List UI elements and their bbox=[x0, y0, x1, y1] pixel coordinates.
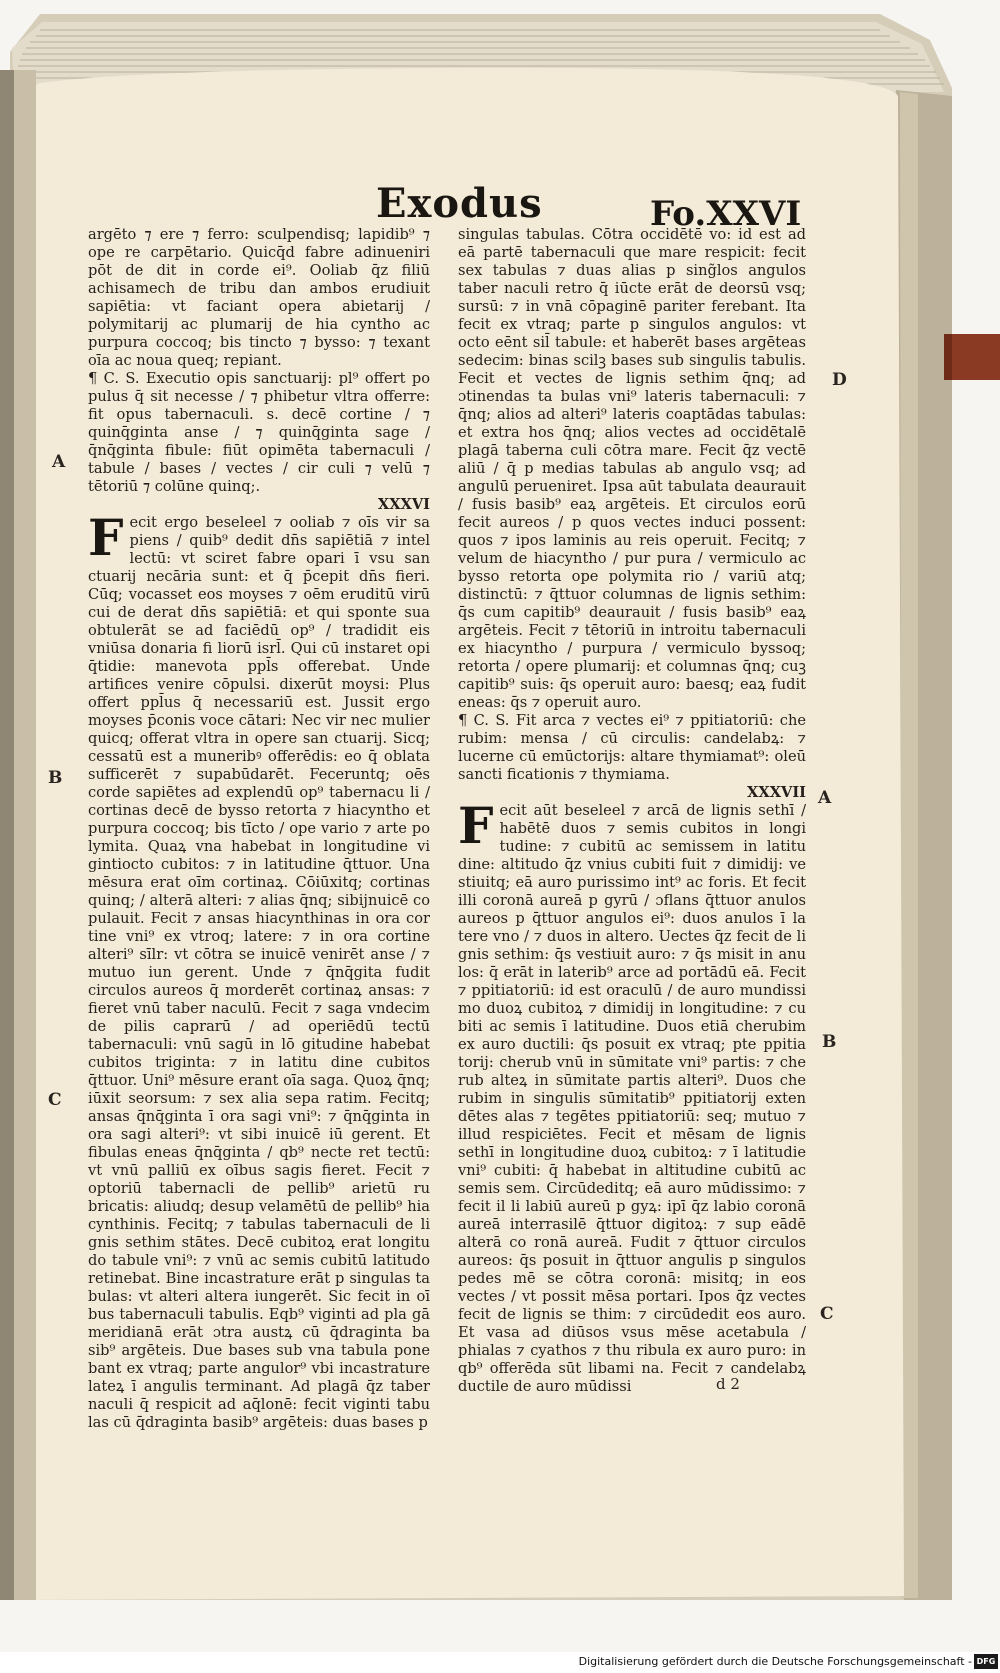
margin-letter-c-right: C bbox=[820, 1304, 834, 1324]
right-paragraph-2-text: ecit aūt beseleel ⁊ arcā de lignis sethī / habētē duos ⁊ semis cubitos in longi tudine: ⁊ cubitū ac semissem in latitu dine: altitudo q̄z vnius cubiti fuit ⁊ dimidij: ve stiuitq; eā auro purissimo int⁹ ac foris. Et fecit illi coronā aureā p gyrū / ɔflans q̄ttuor anulos aureos p q̄ttuor angulos ei⁹: duos anulos ī la tere vno / ⁊ duos in altero. Uectes q̄z fecit de li gnis sethim: q̄s vestiuit auro: ⁊ q̄s misit in anu los: q̄ erāt in laterib⁹ arce ad portādū eā. Fecit ⁊ ppitiatoriū: id est oraculū / de auro mundissi mo duoꝝ cubitoꝝ ⁊ dimidij in longitudine: ⁊ cu biti ac semis ī latitudine. Duos etiā cherubim ex auro ductili: q̄s posuit ex vtraq; pte ppitia torij: cherub vnū in sūmitate vni⁹ partis: ⁊ che rub alteꝝ in sūmitate partis alteri⁹. Duos che rubim in singulis sūmitatib⁹ ppitiatorij exten dētes alas ⁊ tegētes ppitiatoriū: seq; mutuo ⁊ illud respiciētes. Fecit et mēsam de lignis sethī in longitudine duoꝝ cubitoꝝ: ⁊ ī latitudie vni⁹ cubiti: q̄ habebat in altitudine cubitū ac semis sem. Circūdeditq; eā auro mūdissimo: ⁊ fecit il li labiū aureū p gyꝝ: ipī q̄z labio coronā aureā interrasilē q̄ttuor digitoꝝ: ⁊ sup eādē alterā co ronā aureā. Fudit ⁊ q̄ttuor circulos aureos: q̄s posuit in q̄ttuor angulis p singulos pedes mē se cōtra coronā: misitq; in eos vectes / vt possit mēsa portari. Ipos q̄z vectes fecit de lignis se thim: ⁊ circūdedit eos auro. Et vasa ad diūsos vsus mēse acetabula / phialas ⁊ cyathos ⁊ thu ribula ex auro puro: in qb⁹ offerēda sūt libami na. Fecit ⁊ candelabꝝ ductile de auro mūdissi bbox=[458, 802, 806, 1395]
left-paragraph-2 bbox=[88, 508, 430, 1432]
margin-letter-d: D bbox=[832, 370, 847, 390]
margin-letter-a-right: A bbox=[818, 788, 832, 808]
right-chapter-summary: ¶ C. S. Fit arca ⁊ vectes ei⁹ ⁊ ppitiatoriū: che rubim: mensa / cū circulis: candelabꝝ: ⁊ lucerne cū emūctorijs: altare thymiamat⁹: oleū sancti ficationis ⁊ thymiama. bbox=[458, 712, 806, 783]
margin-letter-a: A bbox=[52, 452, 66, 472]
left-paragraph-2-text: ecit ergo beseleel ⁊ ooliab ⁊ oīs vir sa piens / quib⁹ dedit dn̄s sapiētiā ⁊ intel lectū: vt sciret fabre opari ī vsu san ctuarij necāria sunt: et q̄ p̄cepit dn̄s fieri. Cūq; vocasset eos moyses ⁊ oēm eruditū virū cui de derat dn̄s sapiētiā: et qui sponte sua obtulerāt se ad faciēdū op⁹ / tradidit eis vniūsa donaria fi liorū isrl̄. Qui cū instaret opi q̄tidie: manevota ppl̄s offerebat. Unde artifices venire cōpulsi. dixerūt moysi: Plus offert ppl̄us q̄ necessariū est. Jussit ergo moyses p̄conis voce cātari: Nec vir nec mulier quicq; offerat vltra in opere san ctuarij. Sicq; cessatū est a muneribꝰ offerēdis: eo q̄ oblata sufficerēt ⁊ supabūdarēt. Feceruntq; oēs corde sapiētes ad explendū op⁹ tabernacu li / cortinas decē de bysso retorta ⁊ hiacyntho et purpura coccoq; bis tīcto / ope vario ⁊ arte po lymita. Quaꝝ vna habebat in longitudine vi gintiocto cubitos: ⁊ in latitudine q̄ttuor. Una mēsura erat oīm cortinaꝝ. Cōiūxitq; cortinas quinq; / alterā alteri: ⁊ alias q̄nq; sibijnuicē co pulauit. Fecit ⁊ ansas hiacynthinas in ora cor tine vni⁹ ex vtroq; latere: ⁊ in ora cortine alteri⁹ sīlr: vt cōtra se inuicē venirēt anse / ⁊ mutuo iun gerent. Unde ⁊ q̄nq̄gita fudit circulos aureos q̄ morderēt cortinaꝝ ansas: ⁊ fieret vnū taber naculū. Fecit ⁊ saga vndecim de pilis caprarū / ad operiēdū tectū tabernaculi: vnū sagū in lō gitudine habebat cubitos triginta: ⁊ in latitu dine cubitos q̄ttuor. Uni⁹ mēsure erant oīa saga. Quoꝝ q̄nq; iūxit seorsum: ⁊ sex alia sepa ratim. Fecitq; ansas q̄nq̄ginta ī ora sagi vni⁹: ⁊ q̄nq̄ginta in ora sagi alteri⁹: vt sibi inuicē iū gerent. Et fibulas eneas q̄nq̄ginta / qb⁹ necte ret tectū: vt vnū palliū ex oībus sagis fieret. Fecit ⁊ optoriū tabernacli de pellib⁹ arietū ru bricatis: aliudq; desup velamētū de pellib⁹ hia cynthinis. Fecitq; ⁊ tabulas tabernaculi de li gnis sethim stātes. Decē cubitoꝝ erat longitu do tabule vni⁹: ⁊ vnū ac semis cubitū latitudo retinebat. Bine incastrature erāt p singulas ta bulas: vt alteri altera iungerēt. Sic fecit in oī bus tabernaculi tabulis. Eqb⁹ viginti ad pla gā meridianā erāt ɔtra austꝝ cū q̄draginta ba sib⁹ argēteis. Due bases sub vna tabula pone bant ex vtraq; parte angulor⁹ vbi incastrature lateꝝ ī angulis terminant. Ad plagā q̄z taber naculi q̄ respicit ad aq̄lonē: fecit viginti tabu las cū q̄draginta basib⁹ argēteis: duas bases p bbox=[88, 514, 430, 1431]
chapter-number-37: XXXVII bbox=[747, 784, 806, 801]
left-paragraph-1: argēto ⁊ ere ⁊ ferro: sculpendisq; lapidib⁹ ⁊ ope re carpētario. Quicq̄d fabre adinueniri pōt de dit in corde ei⁹. Ooliab q̄z filiū achisamech de tribu dan ambos erudiuit sapiētia: vt faciant opera abietarij / polymitarij ac plumarij de hia cyntho ac purpura coccoq; bis tincto ⁊ bysso: ⁊ texant oīa ac noua queq; repiant. bbox=[88, 226, 430, 369]
drop-capital: F bbox=[458, 796, 494, 855]
dfg-logo: DFG bbox=[974, 1654, 998, 1669]
left-chapter-summary: ¶ C. S. Executio opis sanctuarij: pl⁹ offert po pulus q̄ sit necesse / ⁊ phibetur vltra offerre: fit opus tabernaculi. s. decē cortine / ⁊ quinq̄ginta anse / ⁊ quinq̄ginta sage / q̄nq̄ginta fibule: fiūt opimēta tabernaculi / tabule / bases / vectes / cir culi ⁊ velū ⁊ tētoriū ⁊ colūne quinq;. bbox=[88, 370, 430, 495]
signature-mark: d 2 bbox=[716, 1375, 740, 1393]
folio-number: Fo.XXVI bbox=[650, 194, 802, 234]
margin-letter-b: B bbox=[48, 768, 63, 788]
footer-credit: Digitalisierung gefördert durch die Deutsche Forschungsgemeinschaft - bbox=[578, 1655, 972, 1668]
right-paragraph-2 bbox=[458, 796, 806, 1396]
margin-letter-b-right: B bbox=[822, 1032, 837, 1052]
margin-letter-c: C bbox=[48, 1090, 62, 1110]
page-tab bbox=[944, 334, 1000, 380]
left-column bbox=[88, 226, 430, 1431]
chapter-number-36: XXXVI bbox=[377, 496, 430, 513]
right-paragraph-1: singulas tabulas. Cōtra occidētē vo: id est ad eā partē tabernaculi que mare respicit: fecit sex tabulas ⁊ duas alias p sing̃los angulos taber naculi retro q̄ iūcte erāt de deorsū vsq; sursū: ⁊ in vnā cōpaginē pariter ferebant. Ita fecit ex vtraq; parte p singulos angulos: vt octo eēnt sil̄ tabule: et haberēt bases argēteas sedecim: binas scilꝫ bases sub singulis tabulis. Fecit et vectes de lignis sethim q̄nq; ad ɔtinendas ta bulas vni⁹ lateris tabernaculi: ⁊ q̄nq; alios ad alteri⁹ lateris coaptādas tabulas: et extra hos q̄nq; alios vectes ad occidētalē plagā taberna culi cōtra mare. Fecit q̄z vectē aliū / q̄ p medias tabulas ab angulo vsq; ad angulū perueniret. Ipsa aūt tabulata deaurauit / fusis basib⁹ eaꝝ argēteis. Et circulos eorū fecit aureos / p quos vectes induci possent: quos ⁊ ipos laminis au reis operuit. Fecitq; ⁊ velum de hiacyntho / pur pura / vermiculo ac bysso retorta ope polymita rio / variū atq; distinctū: ⁊ q̄ttuor columnas de lignis sethim: q̄s cum capitib⁹ deaurauit / fusis basib⁹ eaꝝ argēteis. Fecit ⁊ tētoriū in introitu tabernaculi ex hiacyntho / purpura / vermiculo byssoq; retorta / opere plumarij: et columnas q̄nq; cuꝫ capitib⁹ suis: q̄s operuit auro: baesq; eaꝝ fudit eneas: q̄s ⁊ operuit auro. bbox=[458, 226, 806, 711]
drop-capital: F bbox=[88, 508, 124, 567]
running-title: Exodus bbox=[376, 180, 543, 227]
